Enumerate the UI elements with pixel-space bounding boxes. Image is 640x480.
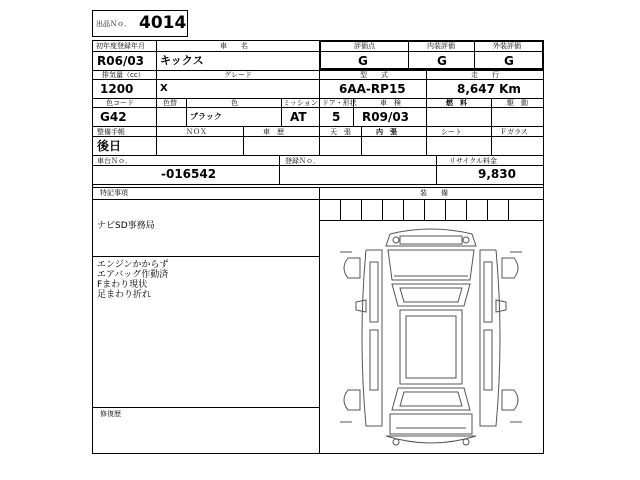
model-label: 型 式 bbox=[360, 71, 388, 79]
reg-date-value: R06/03 bbox=[97, 54, 145, 68]
note-item: Fまわり現状 bbox=[97, 280, 148, 290]
mission-label: ミッション bbox=[283, 99, 318, 107]
recycle-value: 9,830 bbox=[478, 167, 516, 181]
inspection-label: 車 検 bbox=[380, 99, 401, 107]
exterior-score-label: 外装評価 bbox=[493, 42, 521, 50]
notes-header: 特記事項 bbox=[100, 189, 128, 197]
repair-history-label: 修復歴 bbox=[100, 410, 121, 418]
note-item: 足まわり折れ bbox=[97, 290, 152, 300]
car-name-label: 車 名 bbox=[220, 42, 248, 50]
model-value: 6AA-RP15 bbox=[339, 82, 406, 96]
mileage-value: 8,647 Km bbox=[457, 82, 521, 96]
recycle-label: リサイクル料金 bbox=[449, 157, 498, 165]
interior-score-value: G bbox=[437, 54, 447, 68]
color-label: 色 bbox=[231, 99, 238, 107]
equipment-header: 装 備 bbox=[420, 189, 448, 197]
chassis-value: -016542 bbox=[161, 167, 217, 181]
notes-list bbox=[97, 260, 169, 300]
roof-lining-label: 天 張 bbox=[330, 128, 351, 136]
notes-line-navi: ナビSD事務局 bbox=[97, 221, 155, 231]
door-shape-value: 5 bbox=[332, 110, 341, 124]
inspection-value: R09/03 bbox=[362, 110, 410, 124]
chassis-label: 車台Ｎｏ． bbox=[97, 157, 132, 165]
lot-number: 4014 bbox=[139, 13, 187, 33]
exterior-score-value: G bbox=[504, 54, 514, 68]
displacement-label: 排気量（cc） bbox=[102, 71, 145, 79]
color-value: ブラック bbox=[190, 112, 222, 121]
lot-label: 出品Ｎｏ． bbox=[96, 20, 131, 28]
front-glass-label: Ｆガラス bbox=[500, 128, 528, 136]
seat-label: シート bbox=[441, 128, 462, 136]
mission-value: AT bbox=[290, 110, 307, 124]
car-history-label: 車 歴 bbox=[263, 128, 284, 136]
color-change-label: 色替 bbox=[163, 99, 177, 107]
lot-box bbox=[92, 10, 188, 37]
grade-label: グレード bbox=[224, 71, 252, 79]
nox-label: ＮＯＸ bbox=[186, 128, 207, 136]
maintenance-label: 整備手帳 bbox=[97, 128, 125, 136]
grade-value: X bbox=[160, 83, 168, 94]
displacement-value: 1200 bbox=[100, 82, 134, 96]
score-value: G bbox=[358, 54, 368, 68]
mileage-label: 走 行 bbox=[471, 71, 499, 79]
score-label: 評価点 bbox=[354, 42, 375, 50]
note-item: エンジンかからず bbox=[97, 260, 169, 270]
fuel-label: 燃 料 bbox=[446, 99, 467, 107]
note-item: エアバッグ作動済 bbox=[97, 270, 169, 280]
interior-lining-label: 内 張 bbox=[376, 128, 397, 136]
reg-date-label: 初年度登録年月 bbox=[96, 42, 145, 50]
color-code-value: G42 bbox=[100, 110, 127, 124]
door-shape-label: ドア・形状 bbox=[322, 99, 357, 107]
car-name-value: キックス bbox=[160, 54, 204, 67]
interior-score-label: 内装評価 bbox=[427, 42, 455, 50]
maintenance-value: 後日 bbox=[97, 139, 122, 153]
registration-label: 登録Ｎｏ． bbox=[285, 157, 320, 165]
drive-label: 駆 動 bbox=[507, 99, 528, 107]
car-diagram-icon bbox=[320, 222, 542, 452]
color-code-label: 色コード bbox=[106, 99, 134, 107]
